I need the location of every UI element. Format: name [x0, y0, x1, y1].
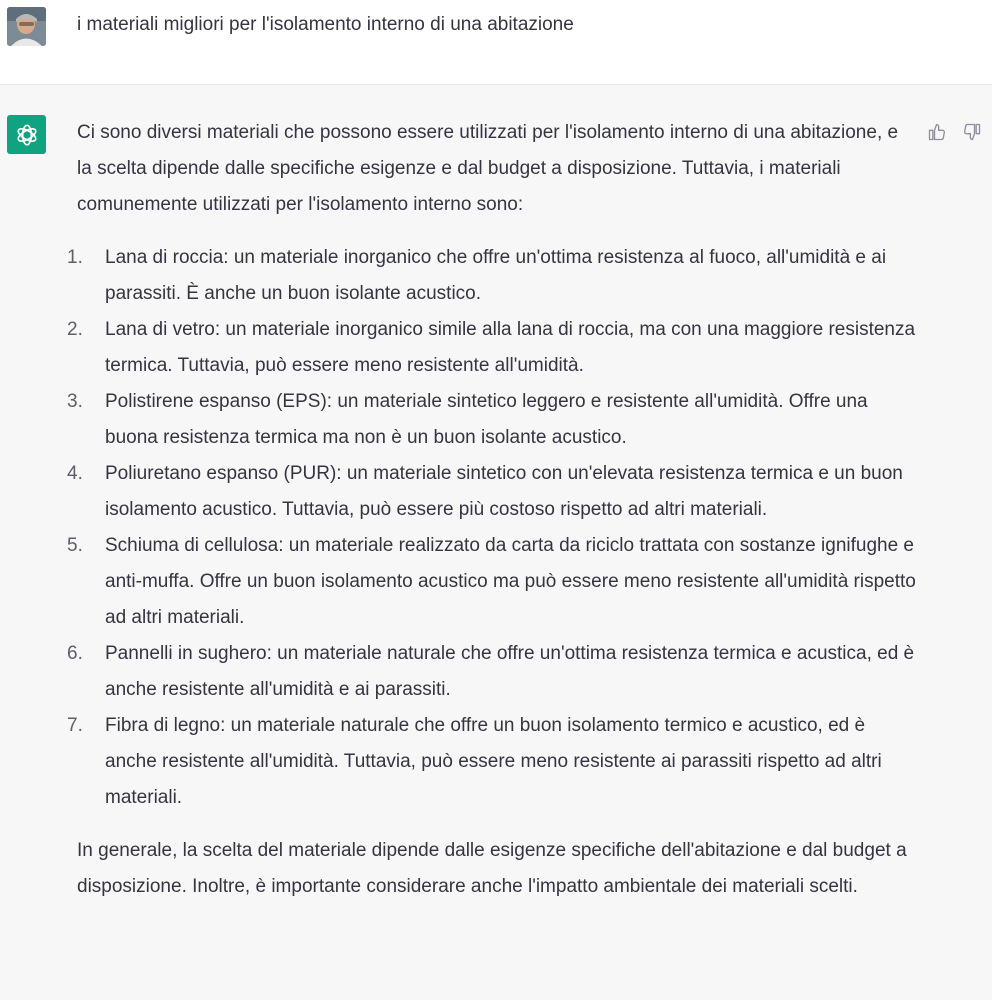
list-number: 6.	[67, 643, 83, 664]
thumbs-up-icon	[927, 122, 947, 142]
list-item-text: Fibra di legno: un materiale naturale che offre un buon isolamento termico e acustico, ed è anche resistente all'umidità. Tuttavia, può essere meno resistente ai parassiti rispetto ad altri materiali.	[105, 715, 882, 808]
openai-logo-icon	[14, 122, 40, 148]
list-item	[67, 384, 917, 456]
answer-intro: Ci sono diversi materiali che possono essere utilizzati per l'isolamento interno di una abitazione, e la scelta dipende dalle specifiche esigenze e dal budget a disposizione. Tuttavia, i materiali comunemente utilizzati per l'isolamento interno sono:	[77, 122, 899, 215]
list-number: 7.	[67, 715, 83, 736]
thumbs-up-button[interactable]	[926, 121, 948, 143]
assistant-avatar	[7, 115, 46, 154]
list-item	[67, 708, 917, 816]
list-number: 3.	[67, 391, 83, 412]
materials-list	[67, 240, 917, 816]
list-item	[67, 528, 917, 636]
list-number: 1.	[67, 247, 83, 268]
list-item-text: Schiuma di cellulosa: un materiale realizzato da carta da riciclo trattata con sostanze ignifughe e anti-muffa. Offre un buon isolamento acustico ma può essere meno resistente all'umidità rispetto ad altri materiali.	[105, 535, 916, 628]
list-item-text: Lana di vetro: un materiale inorganico simile alla lana di roccia, ma con una maggiore resistenza termica. Tuttavia, può essere meno resistente all'umidità.	[105, 319, 916, 376]
assistant-answer	[67, 115, 917, 905]
list-item	[67, 312, 917, 384]
user-message-text: i materiali migliori per l'isolamento interno di una abitazione	[77, 14, 574, 35]
list-item	[67, 456, 917, 528]
list-item	[67, 240, 917, 312]
list-number: 4.	[67, 463, 83, 484]
user-message-row	[0, 0, 992, 85]
list-item-text: Poliuretano espanso (PUR): un materiale sintetico con un'elevata resistenza termica e un buon isolamento acustico. Tuttavia, può essere più costoso rispetto ad altri materiali.	[105, 463, 903, 520]
thumbs-down-button[interactable]	[961, 121, 983, 143]
list-item-text: Pannelli in sughero: un materiale naturale che offre un'ottima resistenza termica e acustica, ed è anche resistente all'umidità e ai parassiti.	[105, 643, 915, 700]
list-item-text: Lana di roccia: un materiale inorganico che offre un'ottima resistenza al fuoco, all'umidità e ai parassiti. È anche un buon isolante acustico.	[105, 247, 887, 304]
user-avatar	[7, 7, 46, 46]
assistant-message-row	[0, 85, 992, 1000]
answer-outro: In generale, la scelta del materiale dipende dalle esigenze specifiche dell'abitazione e dal budget a disposizione. Inoltre, è importante considerare anche l'impatto ambientale dei materiali scelti.	[77, 840, 907, 897]
thumbs-down-icon	[962, 122, 982, 142]
list-item-text: Polistirene espanso (EPS): un materiale sintetico leggero e resistente all'umidità. Offre una buona resistenza termica ma non è un buon isolante acustico.	[105, 391, 868, 448]
list-item	[67, 636, 917, 708]
list-number: 5.	[67, 535, 83, 556]
user-photo-avatar	[7, 7, 46, 46]
list-number: 2.	[67, 319, 83, 340]
